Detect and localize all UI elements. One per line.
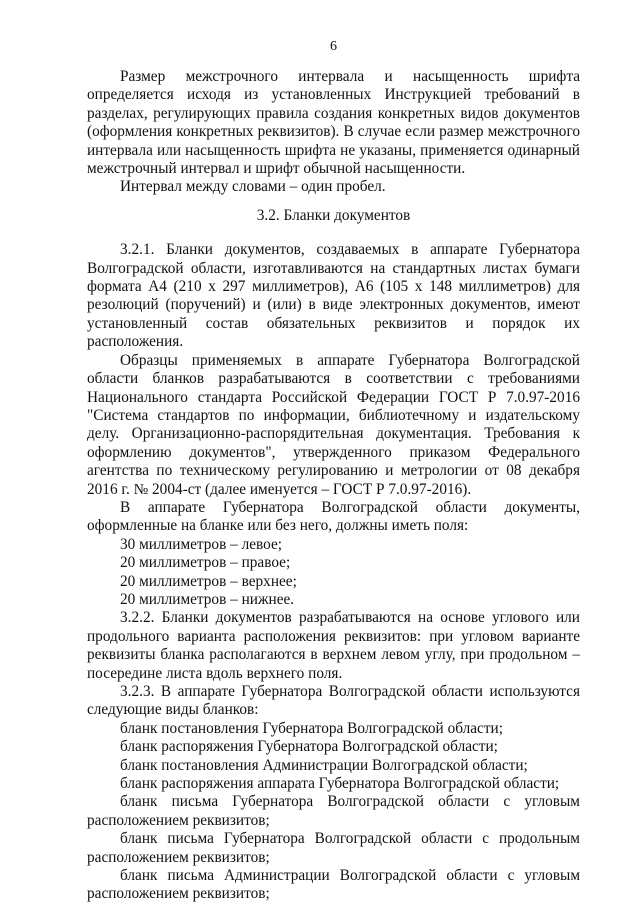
section-heading: 3.2. Бланки документов bbox=[256, 206, 411, 224]
list-item: бланк распоряжения аппарата Губернатора Волгоградской области; bbox=[120, 775, 560, 793]
page-number: 6 bbox=[330, 39, 337, 54]
paragraph-line-spacing: Размер межстрочного интервала и насыщенность шрифта определяется исходя из установленных Инструкцией требований в разделах, регулирующих правила создания конкретных видов документов (оформления конкретных реквизитов). В случае если размер межстрочного интервала или насыщенность шрифта не указаны, применяется одинарный межстрочный интервал и шрифт обычной насыщенности. bbox=[87, 68, 580, 178]
paragraph-3-2-1: 3.2.1. Бланки документов, создаваемых в аппарате Губернатора Волгоградской области, изготавливаются на стандартных листах бумаги формата А4 (210 х 297 миллиметров), А6 (105 х 148 миллиметров) для резолюций (поручений) и (или) в виде электронных документов, имеют установленный состав обязательных реквизитов и порядок их расположения. bbox=[87, 241, 580, 351]
list-item: бланк постановления Администрации Волгоградской области; bbox=[120, 756, 528, 774]
list-item: бланк распоряжения Губернатора Волгоградской области; bbox=[120, 738, 498, 756]
list-item: 20 миллиметров – правое; bbox=[120, 554, 291, 572]
list-item: 20 миллиметров – нижнее. bbox=[120, 590, 295, 608]
list-item: бланк постановления Губернатора Волгоградской области; bbox=[120, 719, 503, 737]
paragraph-3-2-3: 3.2.3. В аппарате Губернатора Волгоградской области используются следующие виды бланков: bbox=[87, 683, 580, 719]
list-item: бланк письма Губернатора Волгоградской области с продольным расположением реквизитов; bbox=[87, 830, 580, 866]
paragraph-samples: Образцы применяемых в аппарате Губернатора Волгоградской области бланков разрабатываются в соответствии с требованиями Национального стандарта Российской Федерации ГОСТ Р 7.0.97-2016 "Система стандартов по информации, библиотечному и издательскому делу. Организационно-распорядительная документация. Требования к оформлению документов", утвержденного приказом Федерального агентства по техническому регулированию и метрологии от 08 декабря 2016 г. № 2004-ст (далее именуется – ГОСТ Р 7.0.97-2016). bbox=[87, 351, 580, 498]
paragraph-word-spacing: Интервал между словами – один пробел. bbox=[120, 178, 386, 196]
margins-list bbox=[87, 536, 580, 610]
list-item: бланк письма Администрации Волгоградской области с угловым расположением реквизитов; bbox=[87, 867, 580, 903]
paragraph-3-2-2: 3.2.2. Бланки документов разрабатываются на основе углового или продольного варианта расположения реквизитов: при угловом варианте реквизиты бланка располагаются в верхнем левом углу, при продольном – посередине листа вдоль верхнего поля. bbox=[87, 609, 580, 682]
paragraph-margins-intro: В аппарате Губернатора Волгоградской области документы, оформленные на бланке или без него, должны иметь поля: bbox=[87, 498, 580, 535]
list-item: 20 миллиметров – верхнее; bbox=[120, 572, 297, 590]
list-item: 30 миллиметров – левое; bbox=[120, 535, 283, 553]
blanks-list bbox=[87, 720, 580, 904]
list-item: бланк письма Губернатора Волгоградской области с угловым расположением реквизитов; bbox=[87, 793, 580, 829]
